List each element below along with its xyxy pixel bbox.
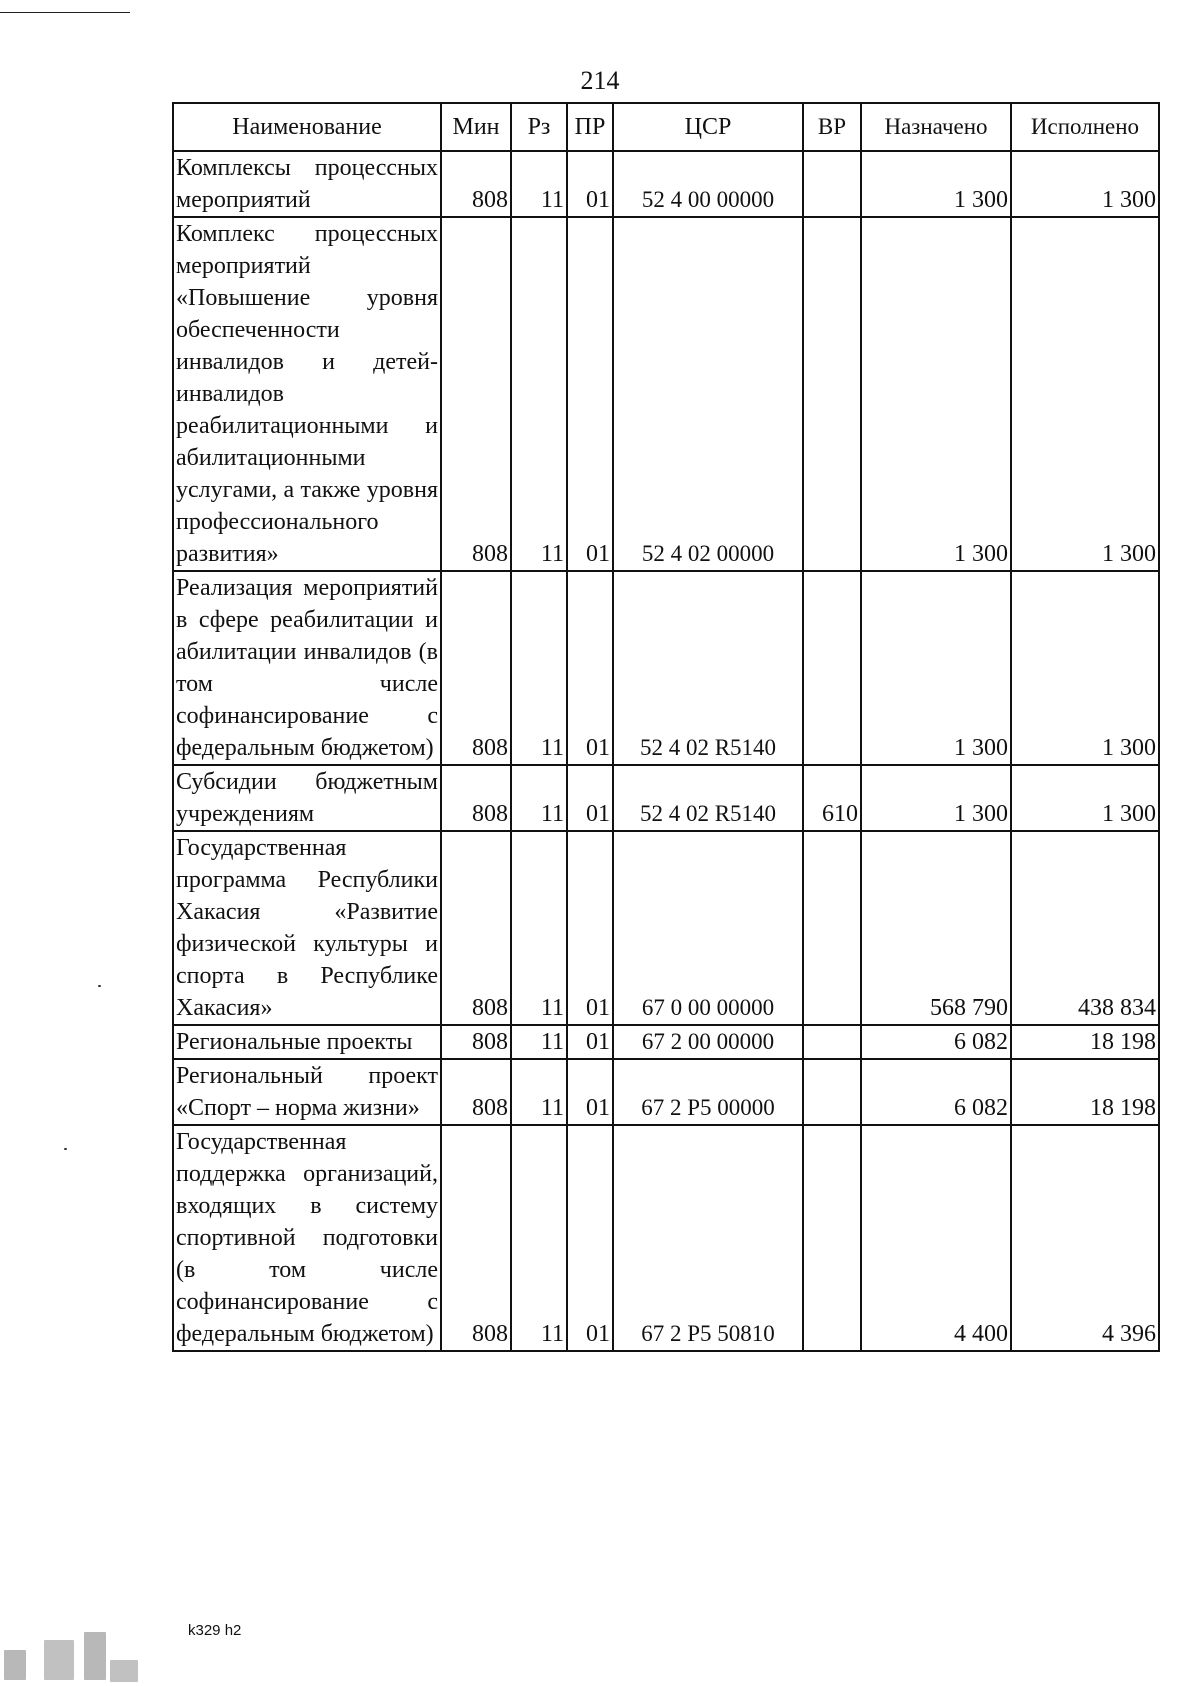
row-assigned: 1 300	[861, 217, 1011, 571]
header-csr: ЦСР	[613, 103, 803, 151]
row-pr: 01	[567, 765, 613, 831]
row-name: Субсидии бюджетным учреждениям	[173, 765, 441, 831]
scan-mark	[110, 1660, 138, 1682]
row-min: 808	[441, 151, 511, 217]
row-executed: 1 300	[1011, 765, 1159, 831]
scan-mark	[4, 1650, 26, 1680]
row-assigned: 1 300	[861, 765, 1011, 831]
table-row	[173, 765, 1159, 831]
row-name: Реализация мероприятий в сфере реабилитации и абилитации инвалидов (в том числе софинансирование с федеральным бюджетом)	[173, 571, 441, 765]
row-csr: 52 4 02 R5140	[613, 765, 803, 831]
row-csr: 52 4 00 00000	[613, 151, 803, 217]
table-row	[173, 571, 1159, 765]
table-header-row	[173, 103, 1159, 151]
row-min: 808	[441, 1059, 511, 1125]
row-pr: 01	[567, 1025, 613, 1059]
page-number: 214	[580, 66, 620, 95]
row-csr: 52 4 02 00000	[613, 217, 803, 571]
row-executed: 4 396	[1011, 1125, 1159, 1351]
scan-mark	[64, 1148, 67, 1150]
row-vr: 610	[803, 765, 861, 831]
row-rz: 11	[511, 831, 567, 1025]
header-name: Наименование	[173, 103, 441, 151]
budget-table	[172, 102, 1160, 1352]
row-executed: 438 834	[1011, 831, 1159, 1025]
row-pr: 01	[567, 217, 613, 571]
row-assigned: 568 790	[861, 831, 1011, 1025]
row-assigned: 6 082	[861, 1025, 1011, 1059]
footer-code: k329 h2	[188, 1622, 242, 1639]
row-assigned: 1 300	[861, 151, 1011, 217]
row-pr: 01	[567, 831, 613, 1025]
row-name: Региональные проекты	[173, 1025, 441, 1059]
header-vr: ВР	[803, 103, 861, 151]
row-rz: 11	[511, 217, 567, 571]
row-rz: 11	[511, 1125, 567, 1351]
row-pr: 01	[567, 1059, 613, 1125]
row-name: Государственная программа Республики Хакасия «Развитие физической культуры и спорта в Республике Хакасия»	[173, 831, 441, 1025]
row-csr: 67 2 00 00000	[613, 1025, 803, 1059]
row-rz: 11	[511, 571, 567, 765]
row-assigned: 1 300	[861, 571, 1011, 765]
header-pr: ПР	[567, 103, 613, 151]
table-row	[173, 1125, 1159, 1351]
row-vr	[803, 1059, 861, 1125]
row-executed: 1 300	[1011, 571, 1159, 765]
row-rz: 11	[511, 1059, 567, 1125]
row-rz: 11	[511, 765, 567, 831]
row-pr: 01	[567, 1125, 613, 1351]
scan-edge-line	[0, 12, 130, 13]
row-name: Комплекс процессных мероприятий «Повышение уровня обеспеченности инвалидов и детей-инвалидов реабилитационными и абилитационными услугами, а также уровня профессионального развития»	[173, 217, 441, 571]
row-min: 808	[441, 765, 511, 831]
row-rz: 11	[511, 1025, 567, 1059]
row-csr: 52 4 02 R5140	[613, 571, 803, 765]
row-vr	[803, 1125, 861, 1351]
row-executed: 18 198	[1011, 1025, 1159, 1059]
row-csr: 67 2 P5 50810	[613, 1125, 803, 1351]
row-min: 808	[441, 217, 511, 571]
table-row	[173, 151, 1159, 217]
header-assigned: Назначено	[861, 103, 1011, 151]
row-csr: 67 0 00 00000	[613, 831, 803, 1025]
row-vr	[803, 151, 861, 217]
row-vr	[803, 571, 861, 765]
row-vr	[803, 1025, 861, 1059]
table-row	[173, 1025, 1159, 1059]
row-executed: 1 300	[1011, 217, 1159, 571]
row-csr: 67 2 P5 00000	[613, 1059, 803, 1125]
scan-mark	[98, 985, 101, 987]
row-name: Комплексы процессных мероприятий	[173, 151, 441, 217]
row-min: 808	[441, 571, 511, 765]
table-row	[173, 831, 1159, 1025]
row-assigned: 6 082	[861, 1059, 1011, 1125]
row-vr	[803, 831, 861, 1025]
row-name: Государственная поддержка организаций, входящих в систему спортивной подготовки (в том числе софинансирование с федеральным бюджетом)	[173, 1125, 441, 1351]
row-min: 808	[441, 831, 511, 1025]
header-executed: Исполнено	[1011, 103, 1159, 151]
row-pr: 01	[567, 571, 613, 765]
row-pr: 01	[567, 151, 613, 217]
row-min: 808	[441, 1025, 511, 1059]
row-name: Региональный проект «Спорт – норма жизни»	[173, 1059, 441, 1125]
scan-mark	[84, 1632, 106, 1680]
row-assigned: 4 400	[861, 1125, 1011, 1351]
row-rz: 11	[511, 151, 567, 217]
row-vr	[803, 217, 861, 571]
scan-mark	[44, 1640, 74, 1680]
row-min: 808	[441, 1125, 511, 1351]
row-executed: 1 300	[1011, 151, 1159, 217]
row-executed: 18 198	[1011, 1059, 1159, 1125]
header-rz: Рз	[511, 103, 567, 151]
header-min: Мин	[441, 103, 511, 151]
table-row	[173, 1059, 1159, 1125]
table-row	[173, 217, 1159, 571]
